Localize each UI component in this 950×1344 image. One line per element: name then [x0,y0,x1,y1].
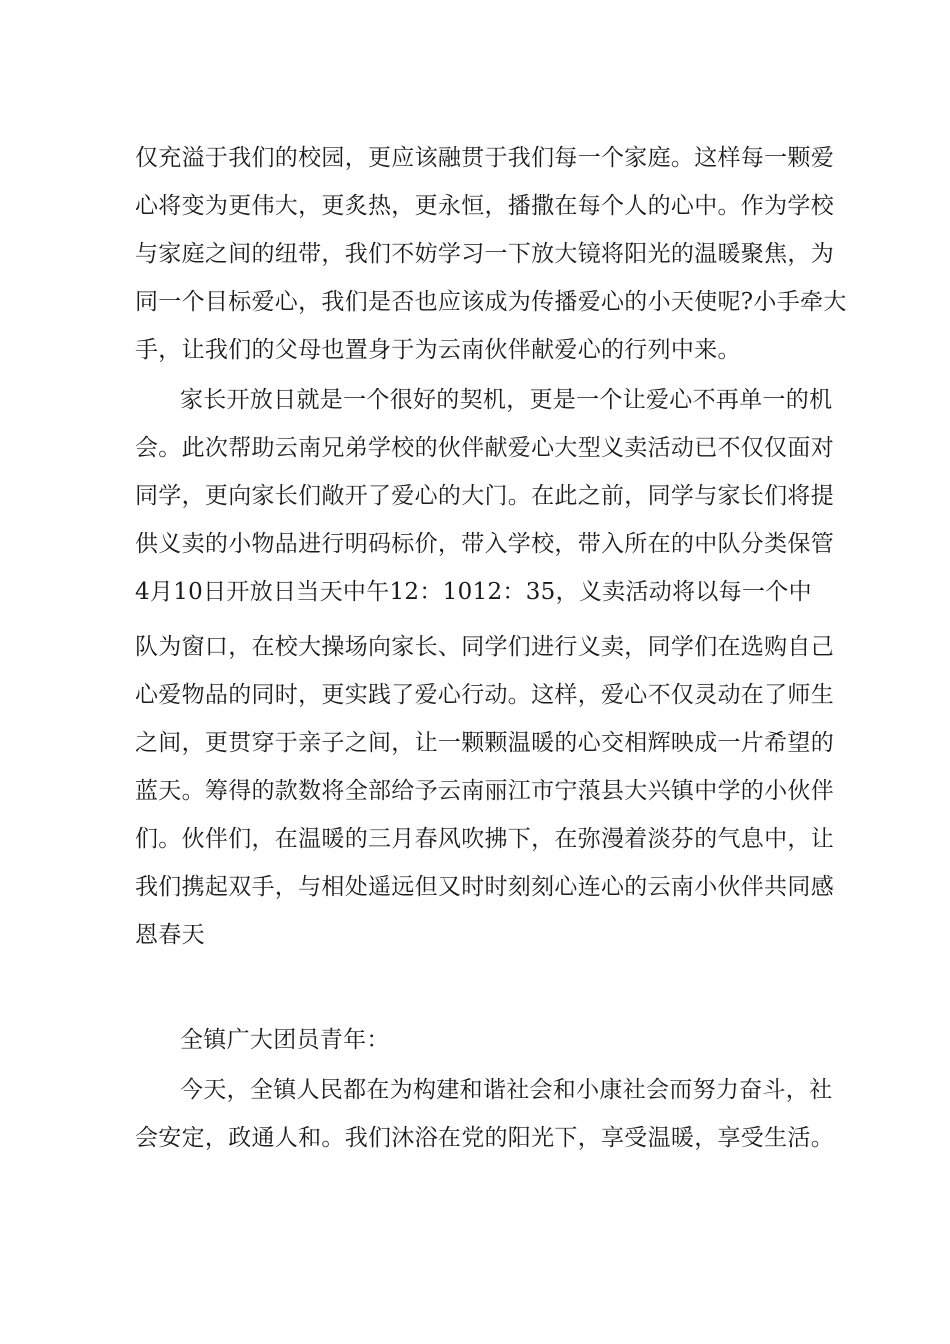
paragraph-line: 们。伙伴们，在温暖的三月春风吹拂下，在弥漫着淡芬的气息中，让 [135,826,834,852]
paragraph-line: 仅充溢于我们的校园，更应该融贯于我们每一个家庭。这样每一颗爱 [135,145,834,171]
paragraph-line: 手，让我们的父母也置身于为云南伙伴献爱心的行列中来。 [135,337,741,363]
paragraph-line: 心爱物品的同时，更实践了爱心行动。这样，爱心不仅灵动在了师生 [135,682,834,708]
paragraph-line: 供义卖的小物品进行明码标价，带入学校，带入所在的中队分类保管 [135,531,834,557]
paragraph-line: 会安定，政通人和。我们沐浴在党的阳光下，享受温暖，享受生活。 [135,1125,834,1151]
paragraph-line: 我们携起双手，与相处遥远但又时时刻刻心连心的云南小伙伴共同感 [135,874,834,900]
paragraph-line: 家长开放日就是一个很好的契机，更是一个让爱心不再单一的机 [180,387,833,413]
paragraph-line: 同学，更向家长们敞开了爱心的大门。在此之前，同学与家长们将提 [135,483,834,509]
paragraph-line: 队为窗口，在校大操场向家长、同学们进行义卖，同学们在选购自己 [135,634,834,660]
paragraph-line: 与家庭之间的纽带，我们不妨学习一下放大镜将阳光的温暖聚焦，为 [135,241,834,267]
paragraph-line: 今天，全镇人民都在为构建和谐社会和小康社会而努力奋斗，社 [180,1077,833,1103]
paragraph-line: 4月10日开放日当天中午12：1012：35，义卖活动将以每一个中 [135,579,812,605]
paragraph-line: 之间，更贯穿于亲子之间，让一颗颗温暖的心交相辉映成一片希望的 [135,730,834,756]
salutation: 全镇广大团员青年： [180,1027,390,1053]
paragraph-line: 心将变为更伟大，更炙热，更永恒，播撒在每个人的心中。作为学校 [135,193,834,219]
paragraph-line: 恩春天 [135,922,205,948]
paragraph-line: 会。此次帮助云南兄弟学校的伙伴献爱心大型义卖活动已不仅仅面对 [135,435,834,461]
paragraph-line: 蓝天。筹得的款数将全部给予云南丽江市宁蒗县大兴镇中学的小伙伴 [135,778,834,804]
paragraph-line: 同一个目标爱心，我们是否也应该成为传播爱心的小天使呢?小手牵大 [135,289,847,315]
